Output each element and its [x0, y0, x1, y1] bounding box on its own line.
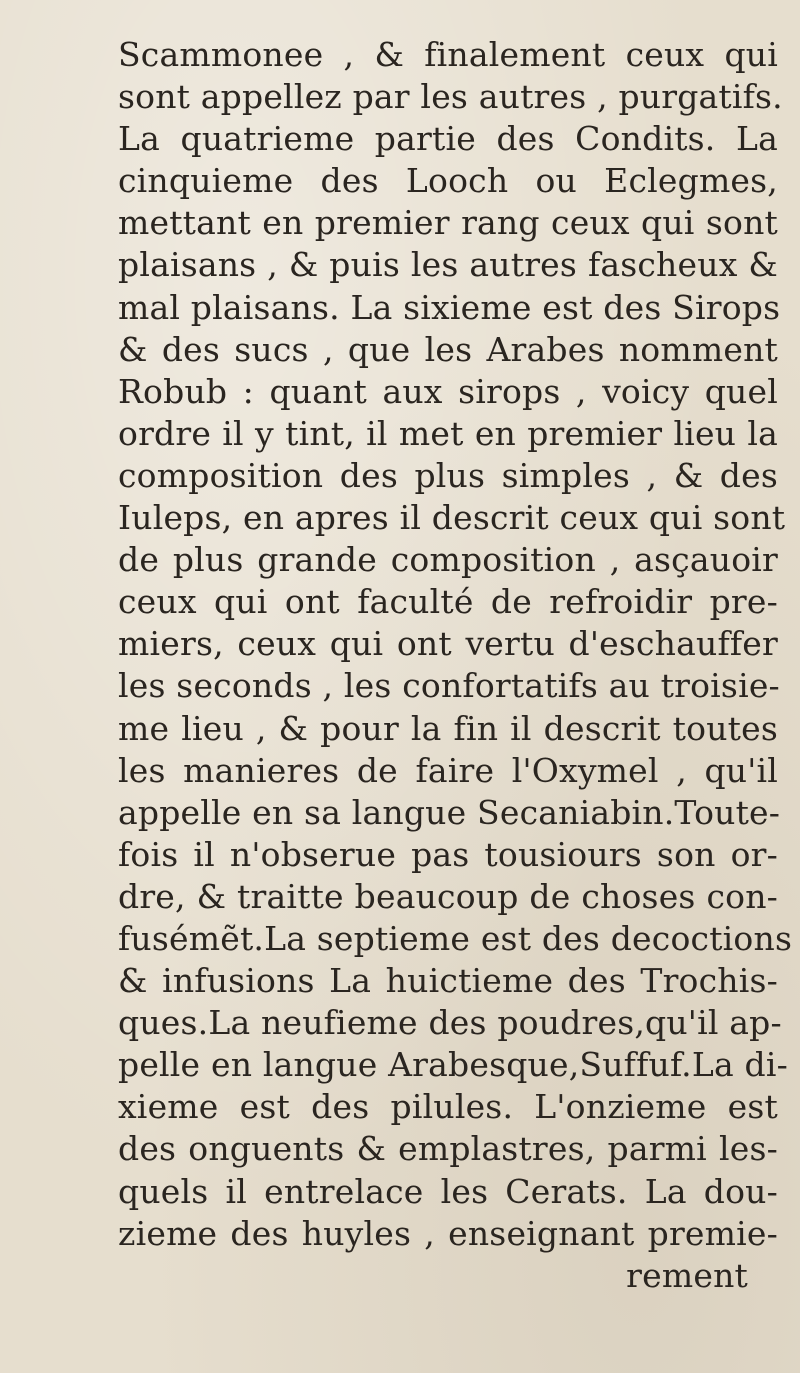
- text-line: fois il n'obserue pas tousiours son or-: [118, 834, 778, 874]
- text-line: ordre il y tint, il met en premier lieu la: [118, 413, 778, 453]
- text-line: plaisans , & puis les autres fascheux &: [118, 245, 778, 285]
- text-line: pelle en langue Arabesque,Suffuf.La di-: [118, 1045, 788, 1085]
- text-line: mettant en premier rang ceux qui sont: [118, 203, 778, 243]
- text-line: Iuleps, en apres il descrit ceux qui sont: [118, 498, 786, 538]
- text-line: Scammonee , & finalement ceux qui: [118, 35, 778, 74]
- text-line: les manieres de faire l'Oxymel , qu'il: [118, 750, 778, 790]
- text-line: & des sucs , que les Arabes nomment: [118, 329, 778, 369]
- text-line: me lieu , & pour la fin il descrit toutes: [118, 708, 778, 748]
- text-line: miers, ceux qui ont vertu d'eschauffer: [118, 624, 778, 664]
- text-line: dre, & traitte beaucoup de choses con-: [118, 876, 778, 916]
- text-line: cinquieme des Looch ou Eclegmes,: [118, 161, 778, 201]
- text-line: les seconds , les confortatifs au troisie-: [118, 666, 780, 706]
- text-line: zieme des huyles , enseignant premie-: [118, 1213, 778, 1253]
- text-line: composition des plus simples , & des: [118, 455, 778, 495]
- text-line: appelle en sa langue Secaniabin.Toute-: [118, 792, 781, 832]
- text-line: mal plaisans. La sixieme est des Sirops: [118, 287, 781, 327]
- page-text: [118, 34, 793, 1297]
- text-line: quels il entrelace les Cerats. La dou-: [118, 1171, 778, 1211]
- text-line: des onguents & emplastres, parmi les-: [118, 1129, 778, 1169]
- text-line: xieme est des pilules. L'onzieme est: [118, 1087, 778, 1127]
- text-line: ques.La neufieme des poudres,qu'il ap-: [118, 1003, 782, 1043]
- text-line: Robub : quant aux sirops , voicy quel: [118, 371, 778, 411]
- text-line: ceux qui ont faculté de refroidir pre-: [118, 582, 778, 622]
- text-line: La quatrieme partie des Condits. La: [118, 119, 778, 159]
- text-line: fusémẽt.La septieme est des decoctions: [118, 918, 793, 958]
- text-line: & infusions La huictieme des Trochis-: [118, 961, 778, 1001]
- catchword: rement: [626, 1255, 748, 1295]
- text-line: de plus grande composition , asçauoir: [118, 540, 778, 580]
- text-line: sont appellez par les autres , purgatifs.: [118, 77, 783, 117]
